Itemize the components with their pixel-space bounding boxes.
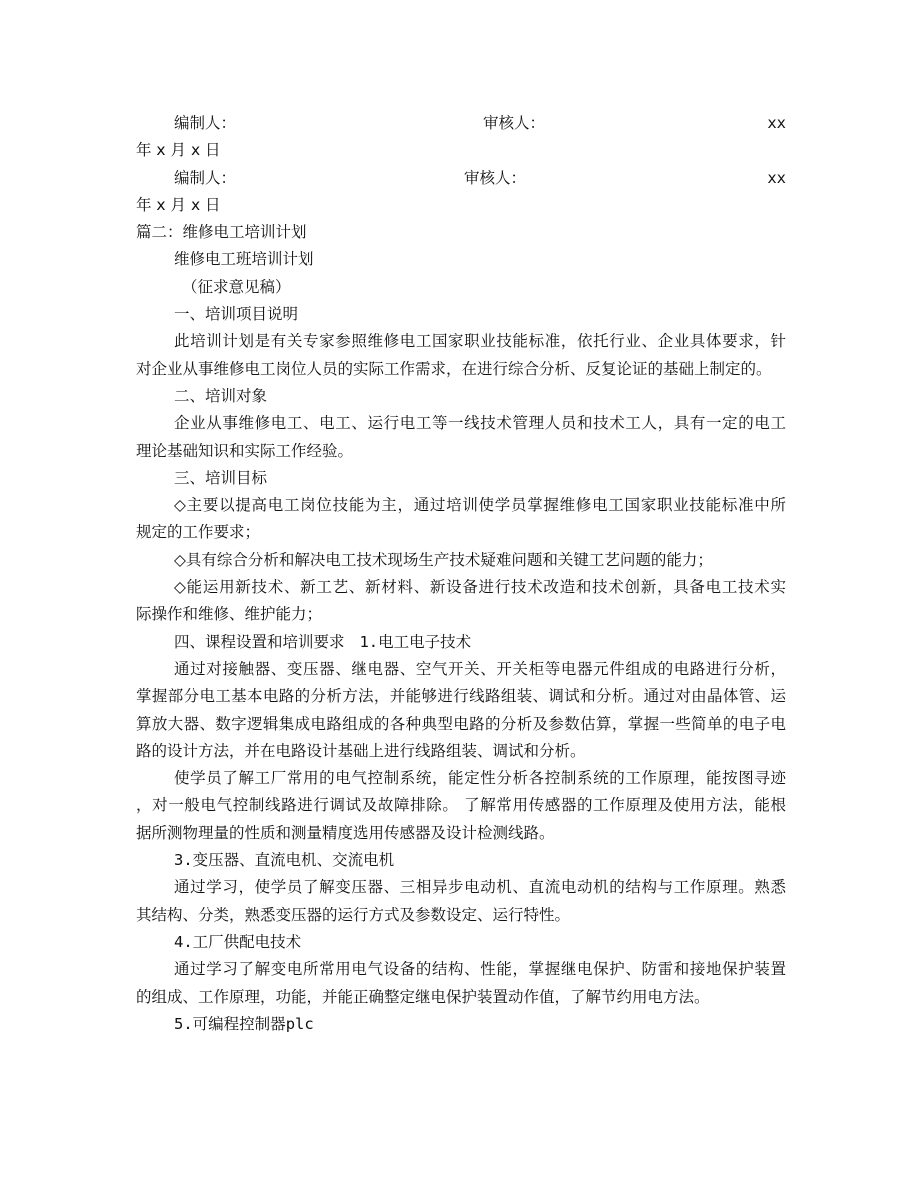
date-line: 年 x 月 x 日	[136, 141, 221, 160]
paragraph-line: 对企业从事维修电工岗位人员的实际工作需求，在进行综合分析、反复论证的基础上制定的。	[136, 359, 772, 378]
paragraph-line: 理论基础知识和实际工作经验。	[136, 441, 354, 460]
section-1-heading: 一、培训项目说明	[174, 305, 299, 324]
doc-title: 维修电工班培训计划	[174, 250, 314, 269]
paragraph-line: ◇能运用新技术、新工艺、新材料、新设备进行技术改造和技术创新，具备电工技术实	[174, 578, 786, 597]
course-5-number: 5.	[174, 1014, 193, 1033]
section-4-heading	[136, 629, 786, 656]
section-2-paragraph	[136, 410, 786, 465]
course-1-title: 1.电工电子技术	[359, 632, 472, 651]
paragraph-line: 企业从事维修电工、电工、运行电工等一线技术管理人员和技术工人，具有一定的电工	[174, 414, 786, 433]
section-heading: 篇二：维修电工培训计划	[136, 223, 307, 242]
signature-row	[136, 110, 786, 137]
goal-item	[136, 547, 786, 574]
paragraph-line: 掌握部分电工基本电路的分析方法，并能够进行线路组装、调试和分析。通过对由晶体管、运	[136, 687, 786, 706]
course-5-title: 可编程控制器	[192, 1014, 286, 1033]
course-2-paragraph	[136, 765, 786, 847]
section-3-heading: 三、培训目标	[174, 468, 268, 487]
document-page	[136, 110, 786, 1038]
paragraph-line: ，对一般电气控制线路进行调试及故障排除。 了解常用传感器的工作原理及使用方法，能根	[136, 796, 786, 815]
paragraph-line: 据所测物理量的性质和测量精度选用传感器及设计检测线路。	[136, 823, 555, 842]
course-5-heading	[136, 1011, 786, 1038]
course-3-paragraph	[136, 874, 786, 929]
section-1-paragraph	[136, 328, 786, 383]
goal-item	[136, 492, 786, 547]
course-3-heading	[136, 847, 786, 874]
course-4-number: 4.	[174, 932, 193, 951]
paragraph-line: 算放大器、数字逻辑集成电路组成的各种典型电路的分析及参数估算，掌握一些简单的电子电	[136, 714, 786, 733]
course-4-paragraph	[136, 956, 786, 1011]
signature-row	[136, 165, 786, 192]
reviewer-label: 审核人：	[483, 114, 546, 132]
year-mark: xx	[767, 114, 786, 132]
course-5-suffix: plc	[285, 1014, 314, 1033]
date-line: 年 x 月 x 日	[136, 195, 221, 214]
section-2-heading: 二、培训对象	[174, 386, 268, 405]
paragraph-line: ◇主要以提高电工岗位技能为主，通过培训使学员掌握维修电工国家职业技能标准中所	[174, 496, 786, 515]
paragraph-line: 此培训计划是有关专家参照维修电工国家职业技能标准，依托行业、企业具体要求，针	[174, 332, 786, 351]
section-4-title: 四、课程设置和培训要求	[174, 632, 345, 651]
paragraph-line: 规定的工作要求；	[136, 523, 261, 542]
paragraph-line: 路的设计方法，并在电路设计基础上进行线路组装、调试和分析。	[136, 741, 586, 760]
paragraph-line: 的组成、工作原理，功能，并能正确整定继电保护装置动作值，了解节约用电方法。	[136, 987, 710, 1006]
course-4-title: 工厂供配电技术	[192, 932, 302, 951]
reviewer-label: 审核人：	[464, 168, 527, 187]
paragraph-line: 通过学习，使学员了解变压器、三相异步电动机、直流电动机的结构与工作原理。熟悉	[174, 878, 786, 897]
editor-label: 编制人：	[174, 114, 237, 132]
course-4-heading	[136, 929, 786, 956]
paragraph-line: 通过学习了解变电所常用电气设备的结构、性能，掌握继电保护、防雷和接地保护装置	[174, 960, 786, 979]
course-3-number: 3.	[174, 851, 193, 870]
paragraph-line: 通过对接触器、变压器、继电器、空气开关、开关柜等电器元件组成的电路进行分析，	[174, 659, 786, 678]
goal-item	[136, 574, 786, 629]
paragraph-line: 使学员了解工厂常用的电气控制系统，能定性分析各控制系统的工作原理，能按图寻迹	[174, 769, 786, 788]
course-1-paragraph	[136, 656, 786, 765]
paragraph-line: 其结构、分类，熟悉变压器的运行方式及参数设定、运行特性。	[136, 905, 571, 924]
paragraph-line: ◇具有综合分析和解决电工技术现场生产技术疑难问题和关键工艺问题的能力；	[174, 550, 713, 569]
doc-subtitle: （征求意见稿）	[182, 277, 291, 296]
year-mark: xx	[767, 168, 786, 187]
course-3-title: 变压器、直流电机、交流电机	[192, 851, 395, 870]
editor-label: 编制人：	[174, 168, 237, 187]
paragraph-line: 际操作和维修、维护能力；	[136, 605, 323, 624]
